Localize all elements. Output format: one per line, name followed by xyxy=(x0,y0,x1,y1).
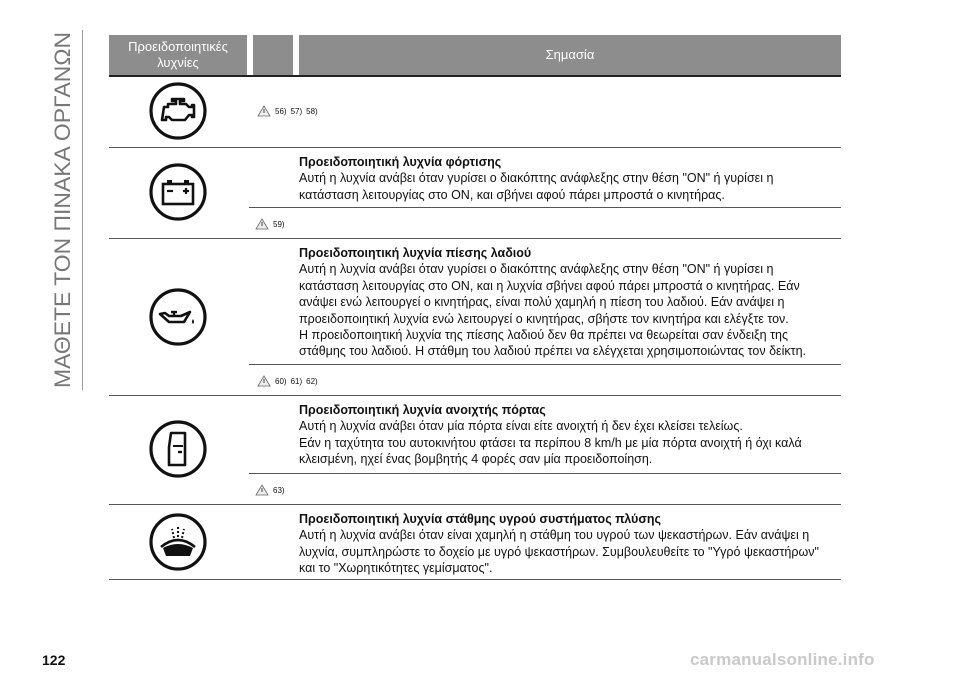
table-row-oil-pressure xyxy=(109,239,841,396)
title-charging: Προειδοποιητική λυχνία φόρτισης xyxy=(299,155,502,169)
ref-56[interactable]: 56) xyxy=(275,106,287,116)
warning-triangle-icon xyxy=(257,105,271,117)
desc-washer-fluid xyxy=(299,505,841,582)
header-meaning: Σημασία xyxy=(299,35,841,75)
side-divider xyxy=(82,30,83,390)
section-side-title xyxy=(48,30,78,390)
page-number: 122 xyxy=(42,652,66,668)
ref-63[interactable]: 63) xyxy=(273,485,285,495)
table-row-charging xyxy=(109,148,841,239)
ref-57[interactable]: 57) xyxy=(290,106,303,116)
ref-62[interactable]: 62) xyxy=(306,376,318,386)
line-oil-1: Αυτή η λυχνία ανάβει όταν γυρίσει ο διακόπτης ανάφλεξης στην θέση "ON" ή γυρίσει η xyxy=(299,262,774,277)
line-oil-2: κατάσταση λειτουργίας στο ON, και η λυχνία σβήνει αφού πάρει μπροστά ο κινητήρας. Εάν xyxy=(299,278,800,293)
header-warning-lights-line2: λυχνίες xyxy=(157,55,199,70)
line-oil-4: προειδοποιητική λυχνία ενώ λειτουργεί ο κινητήρας, σβήστε τον κινητήρα και ελέγξτε τον. xyxy=(299,311,789,326)
line-oil-6: στάθμης του λαδιού. Η στάθμη του λαδιού πρέπει να ελέγχεται χρησιμοποιώντας τον δείκτη. xyxy=(299,344,807,359)
ref-60[interactable]: 60) xyxy=(275,376,287,386)
refs-row-charging xyxy=(249,207,841,238)
refs-door-open xyxy=(255,484,289,496)
line-washer-2: λυχνία, συμπληρώστε το δοχείο με υγρό ψεκαστήρων. Συμβουλευθείτε το "Υγρό ψεκαστήρων" xyxy=(299,544,819,559)
title-door-open: Προειδοποιητική λυχνία ανοιχτής πόρτας xyxy=(299,403,546,417)
line-washer-1: Αυτή η λυχνία ανάβει όταν είναι χαμηλή η στάθμη του υγρού των ψεκαστήρων. Εάν ανάψει η xyxy=(299,528,810,543)
battery-icon xyxy=(148,162,208,222)
line-oil-3: ανάψει ενώ λειτουργεί ο κινητήρας, είναι πολύ χαμηλή η πίεση του λαδιού. Εάν ανάψει η xyxy=(299,295,785,310)
header-blank-column xyxy=(253,35,293,75)
line-door-3: κλεισμένη, ηχεί ένας βομβητής 4 φορές σαν μία προειδοποίηση. xyxy=(299,452,653,467)
table-header xyxy=(109,35,841,75)
door-icon-cell xyxy=(109,396,247,502)
section-side-title-text: ΜΑΘΕΤΕ ΤΟΝ ΠΙΝΑΚΑ ΟΡΓΑΝΩΝ xyxy=(50,46,75,388)
warning-triangle-icon xyxy=(255,218,269,230)
line-charging-2: κατάσταση λειτουργίας στο ON, και σβήνει αφού πάρει μπροστά ο κινητήρας. xyxy=(299,187,725,202)
line-door-2: Εάν η ταχύτητα του αυτοκινήτου φτάσει τα περίπου 8 km/h με μία πόρτα ανοιχτή ή όχι καλά xyxy=(299,435,802,450)
desc-door-open xyxy=(299,396,841,473)
desc-oil-pressure xyxy=(299,239,841,364)
line-door-1: Αυτή η λυχνία ανάβει όταν μία πόρτα είναι είτε ανοιχτή ή δεν έχει κλείσει τελείως. xyxy=(299,419,743,434)
title-oil-pressure: Προειδοποιητική λυχνία πίεσης λαδιού xyxy=(299,246,532,260)
desc-charging xyxy=(299,148,841,207)
door-open-icon xyxy=(148,419,208,479)
ref-61[interactable]: 61) xyxy=(290,376,303,386)
warning-triangle-icon xyxy=(257,375,271,387)
oil-can-icon xyxy=(148,287,208,347)
ref-59[interactable]: 59) xyxy=(273,219,285,229)
refs-engine xyxy=(257,105,322,117)
oil-icon-cell xyxy=(109,239,247,394)
watermark[interactable]: carmanualsonline.info xyxy=(690,650,875,669)
washer-icon-cell xyxy=(109,505,247,579)
engine-icon-cell xyxy=(109,75,247,147)
washer-fluid-icon xyxy=(148,512,208,572)
warning-lights-table xyxy=(109,35,841,580)
table-row-door-open xyxy=(109,396,841,505)
header-warning-lights-line1: Προειδοποιητικές xyxy=(128,39,228,54)
refs-row-oil-pressure xyxy=(249,364,841,395)
ref-58[interactable]: 58) xyxy=(306,106,318,116)
refs-row-door-open xyxy=(249,473,841,504)
warning-triangle-icon xyxy=(255,484,269,496)
engine-icon xyxy=(148,81,208,141)
line-washer-3: και το "Χωρητικότητες γεμίσματος". xyxy=(299,561,493,576)
line-charging-1: Αυτή η λυχνία ανάβει όταν γυρίσει ο διακόπτης ανάφλεξης στην θέση "ON" ή γυρίσει η xyxy=(299,171,774,186)
refs-oil-pressure xyxy=(257,375,322,387)
table-row-engine xyxy=(109,75,841,148)
refs-charging xyxy=(255,218,289,230)
title-washer-fluid: Προειδοποιητική λυχνία στάθμης υγρού συστήματος πλύσης xyxy=(299,512,661,526)
line-oil-5: Η προειδοποιητική λυχνία της πίεσης λαδιού δεν θα πρέπει να θεωρείται σαν ένδειξη της xyxy=(299,328,788,343)
table-row-washer-fluid xyxy=(109,505,841,580)
battery-icon-cell xyxy=(109,148,247,236)
header-warning-lights xyxy=(109,35,247,75)
